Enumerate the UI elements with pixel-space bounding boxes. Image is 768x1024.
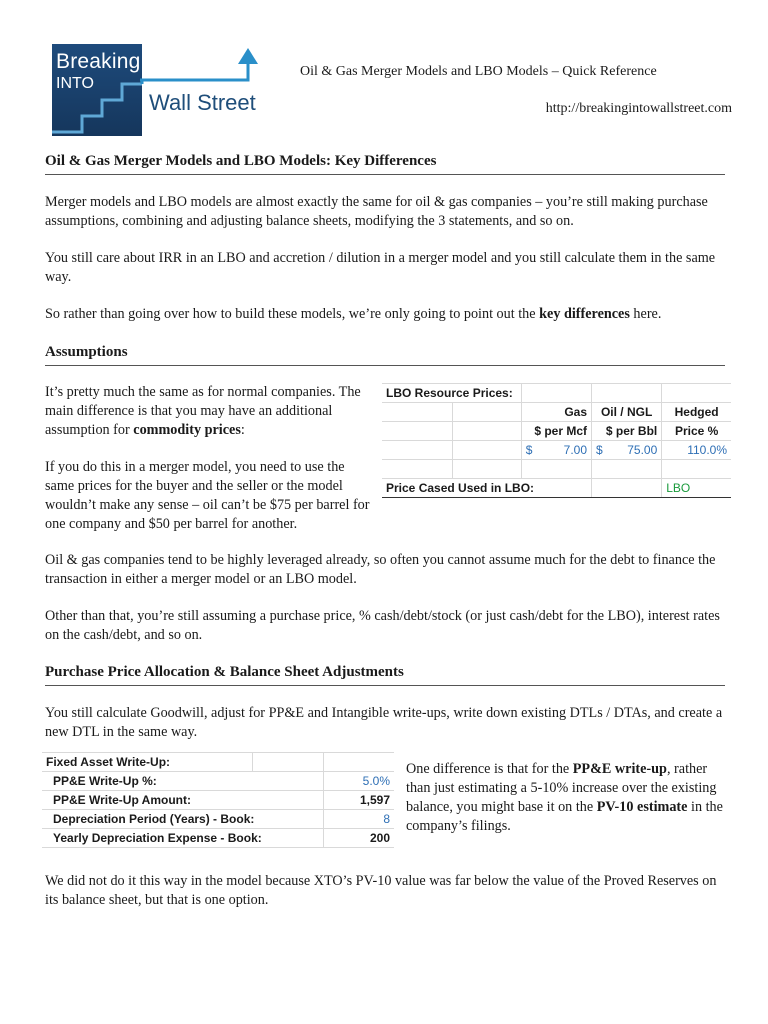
text-span: One difference is that for the (406, 761, 573, 777)
table-cell (382, 422, 452, 441)
logo-line3: Wall Street (149, 90, 256, 115)
row-label: PP&E Write-Up Amount: (42, 791, 324, 810)
table-cell (452, 460, 521, 479)
hedged-price-value[interactable]: 110.0% (662, 441, 731, 460)
paragraph-assumptions-4: Other than that, you’re still assuming a purchase price, % cash/debt/stock (or just cash/debt for the LBO), interest rates on the cash/debt, and so on. (45, 608, 720, 643)
lbo-resource-prices-table (382, 383, 731, 498)
section-heading-assumptions: Assumptions (45, 344, 725, 366)
logo (52, 44, 262, 136)
table-cell (521, 384, 591, 403)
yearly-depreciation-value: 200 (324, 829, 395, 848)
unit-gas: $ per Mcf (521, 422, 591, 441)
table-row (42, 791, 394, 810)
currency-symbol: $ (596, 443, 603, 457)
paragraph-assumptions-3: Oil & gas companies tend to be highly leveraged already, so often you cannot assume much for the debt to finance the transaction in either a merger model or an LBO model. (45, 552, 716, 587)
bold-span: PP&E write-up (572, 761, 667, 777)
paragraph-ppa-side (406, 760, 726, 836)
header-title: Oil & Gas Merger Models and LBO Models – Quick Reference (300, 64, 657, 79)
bold-span: PV-10 estimate (596, 799, 688, 815)
gas-price-cell[interactable] (521, 441, 591, 460)
table-row (42, 772, 394, 791)
table-row (42, 753, 394, 772)
text-span: here. (629, 306, 662, 322)
table-title: LBO Resource Prices: (382, 384, 521, 403)
table-cell (452, 422, 521, 441)
table-title: Fixed Asset Write-Up: (42, 753, 253, 772)
oil-price-value: 75.00 (627, 443, 658, 457)
table-cell (662, 460, 731, 479)
table-row (42, 810, 394, 829)
gas-price-value: 7.00 (563, 443, 588, 457)
table-cell (324, 753, 395, 772)
row-label: PP&E Write-Up %: (42, 772, 324, 791)
unit-hedged: Price % (662, 422, 731, 441)
paragraph-key-diff-2: You still care about IRR in an LBO and accretion / dilution in a merger model and you still calculate them in the same way. (45, 250, 716, 285)
paragraph-ppa-1: You still calculate Goodwill, adjust for PP&E and Intangible write-ups, write down existing DTLs / DTAs, and create a new DTL in the same way. (45, 705, 723, 740)
row-label: Yearly Depreciation Expense - Book: (42, 829, 324, 848)
bold-span: commodity prices (133, 422, 241, 438)
paragraph-key-diff-3 (45, 305, 725, 324)
oil-price-cell[interactable] (592, 441, 662, 460)
logo-line2: INTO (56, 75, 94, 92)
ppe-writeup-amount-value: 1,597 (324, 791, 395, 810)
table-cell (592, 479, 662, 498)
text-span: in the company’s filings. (406, 799, 723, 834)
table-row (382, 460, 731, 479)
table-cell (382, 460, 452, 479)
ppe-writeup-pct-value[interactable]: 5.0% (324, 772, 395, 791)
currency-symbol: $ (525, 443, 533, 457)
text-span: , rather than just estimating a 5-10% increase over the existing balance, you might base it on the (406, 761, 717, 815)
table-cell (382, 403, 452, 422)
table-row (42, 829, 394, 848)
table-row (382, 384, 731, 403)
table-cell (592, 460, 662, 479)
header-url[interactable]: http://breakingintowallstreet.com (545, 101, 732, 116)
bold-span: key differences (539, 306, 630, 322)
paragraph-assumptions-1 (45, 383, 370, 440)
text-span: : (240, 422, 245, 438)
depreciation-period-value[interactable]: 8 (324, 810, 395, 829)
table-row (382, 403, 731, 422)
unit-oil: $ per Bbl (592, 422, 662, 441)
row-label: Depreciation Period (Years) - Book: (42, 810, 324, 829)
table-cell (382, 441, 452, 460)
table-row (382, 479, 731, 498)
paragraph-key-diff-1: Merger models and LBO models are almost exactly the same for oil & gas companies – you’re still making purchase assumptions, combining and adjusting balance sheets, modifying the 3 statements, and so on. (45, 194, 708, 229)
text-span: It’s pretty much the same as for normal companies. The main difference is that you may have an additional assumption for (45, 384, 361, 438)
price-case-label: Price Cased Used in LBO: (382, 479, 592, 498)
col-header-hedged: Hedged (662, 403, 731, 422)
section-heading-ppa: Purchase Price Allocation & Balance Sheet Adjustments (45, 664, 725, 686)
price-case-value[interactable]: LBO (662, 479, 731, 498)
text-span: So rather than going over how to build these models, we’re only going to point out the (45, 306, 540, 322)
logo-line1: Breaking (56, 50, 141, 73)
table-row (382, 441, 731, 460)
table-cell (452, 403, 521, 422)
table-cell (592, 384, 662, 403)
col-header-oil: Oil / NGL (592, 403, 662, 422)
table-cell (521, 460, 591, 479)
col-header-gas: Gas (521, 403, 591, 422)
table-cell (253, 753, 324, 772)
table-cell (662, 384, 731, 403)
paragraph-ppa-2: We did not do it this way in the model because XTO’s PV-10 value was far below the value of the Proved Reserves on its balance sheet, but that is one option. (45, 873, 717, 908)
section-heading-key-differences: Oil & Gas Merger Models and LBO Models: Key Differences (45, 153, 725, 175)
table-cell (452, 441, 521, 460)
paragraph-assumptions-2: If you do this in a merger model, you need to use the same prices for the buyer and the seller or the model wouldn’t make any sense – oil can’t be $75 per barrel for one company and $50 per barrel for another. (45, 459, 370, 532)
table-row (382, 422, 731, 441)
fixed-asset-writeup-table (42, 752, 394, 848)
